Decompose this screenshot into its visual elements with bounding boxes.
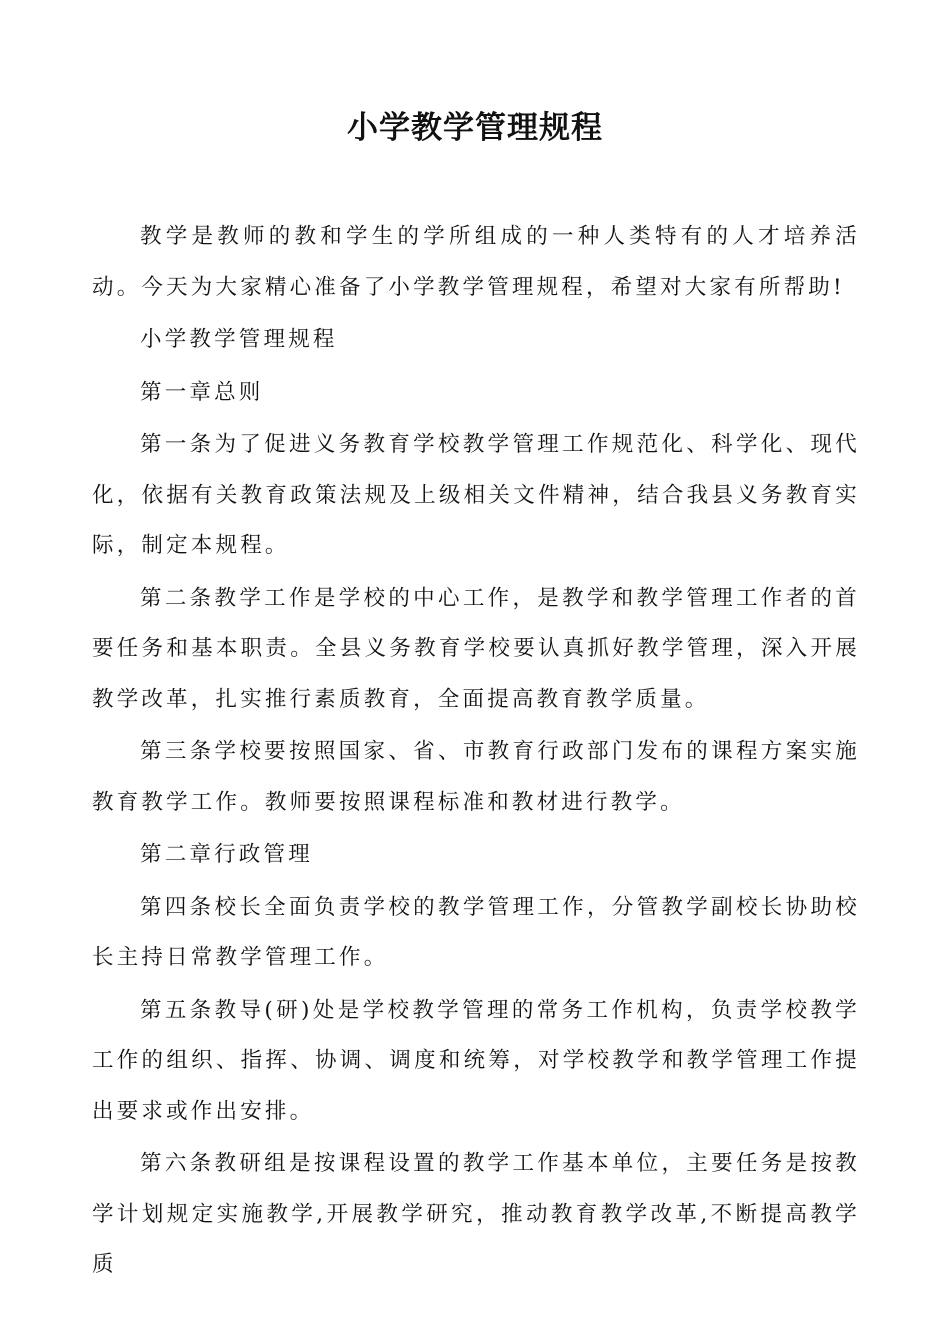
- chapter-heading-1: 第一章总则: [140, 379, 264, 405]
- paragraph-subtitle: 小学教学管理规程: [140, 327, 338, 352]
- article-1: 第一条为了促进义务教育学校教学管理工作规范化、科学化、现代化，依据有关教育政策法规及上级相关文件精神，结合我县义务教育实际，制定本规程。: [92, 432, 860, 558]
- article-6: 第六条教研组是按课程设置的教学工作基本单位，主要任务是按教学计划规定实施教学,开展教学研究，推动教育教学改革,不断提高教学质: [92, 1151, 860, 1277]
- document-body: [92, 212, 860, 1293]
- article-4: 第四条校长全面负责学校的教学管理工作，分管教学副校长协助校长主持日常教学管理工作。: [92, 894, 860, 970]
- article-3: 第三条学校要按照国家、省、市教育行政部门发布的课程方案实施教育教学工作。教师要按照课程标准和教材进行教学。: [92, 739, 860, 815]
- paragraph-intro: 教学是教师的教和学生的学所组成的一种人类特有的人才培养活动。今天为大家精心准备了小学教学管理规程，希望对大家有所帮助!: [92, 224, 860, 300]
- chapter-heading-2: 第二章行政管理: [140, 842, 313, 867]
- document-title: 小学教学管理规程: [347, 110, 603, 146]
- article-2: 第二条教学工作是学校的中心工作，是教学和教学管理工作者的首要任务和基本职责。全县义务教育学校要认真抓好教学管理，深入开展教学改革，扎实推行素质教育，全面提高教育教学质量。: [92, 585, 860, 712]
- article-5: 第五条教导(研)处是学校教学管理的常务工作机构，负责学校教学工作的组织、指挥、协调、调度和统筹，对学校教学和教学管理工作提出要求或作出安排。: [92, 997, 860, 1124]
